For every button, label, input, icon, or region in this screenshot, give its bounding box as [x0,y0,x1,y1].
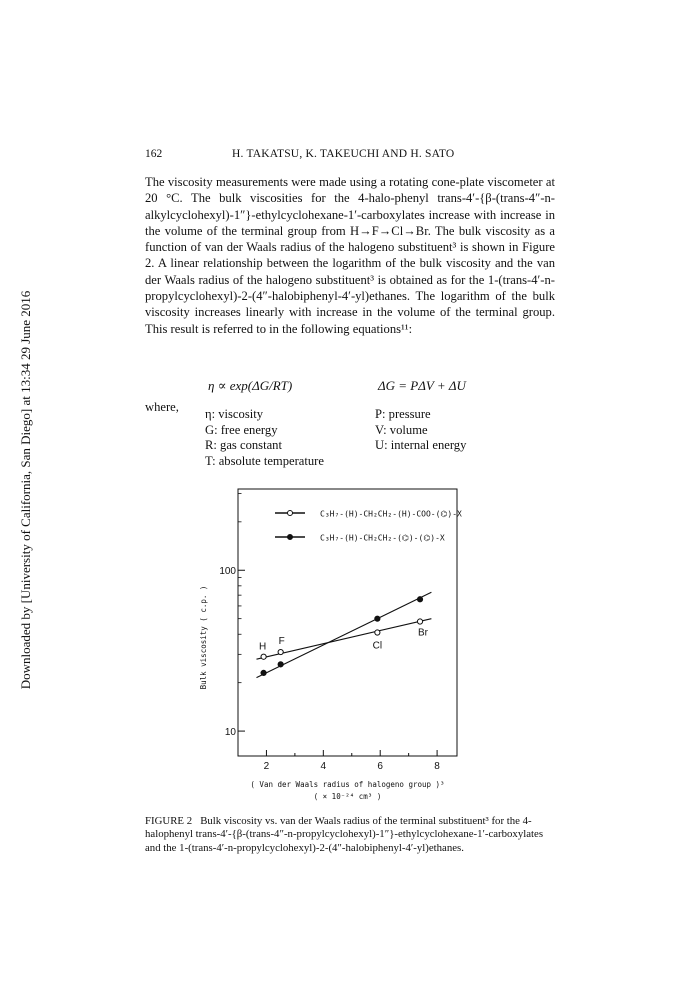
y-axis-label: Bulk viscosity ( c.p. ) [199,585,208,690]
header-authors: H. TAKATSU, K. TAKEUCHI AND H. SATO [232,148,455,160]
data-point [417,597,422,602]
legend-label: C₃H₇-(H)-CH₂CH₂-(H)-COO-(⌬)-X [320,509,462,519]
caption-label: FIGURE 2 [145,815,193,827]
data-point [261,670,266,675]
y-tick-label: 100 [219,566,236,578]
viscosity-equation: η ∝ exp(ΔG/RT) [208,378,293,393]
def-g: G: free energy [205,422,278,437]
x-tick-label: 8 [434,761,440,772]
download-watermark [14,140,38,840]
data-point [278,649,283,654]
legend-label: C₃H₇-(H)-CH₂CH₂-(⌬)-(⌬)-X [320,533,445,543]
x-tick-label: 2 [263,761,270,772]
figure-2 [155,485,545,810]
equation-row [145,378,555,396]
y-tick-label: 10 [224,727,236,739]
definitions-right [375,407,466,454]
def-t: T: absolute temperature [205,453,324,468]
def-v: V: volume [375,422,428,437]
point-label: F [278,636,285,648]
data-point [375,630,380,635]
legend-marker [288,511,293,516]
data-point [261,654,266,659]
plot-frame [238,489,457,756]
def-eta: η: viscosity [205,407,264,421]
x-axis-label: ( Van der Waals radius of halogeno group )³ [250,780,445,789]
def-p: P: pressure [375,407,431,421]
point-label: Br [418,627,429,639]
def-r: R: gas constant [205,438,282,452]
page-number: 162 [145,148,163,160]
figure-caption [145,815,555,855]
watermark-text: Downloaded by [University of California, San Diego] at 13:34 29 June 2016 [18,290,33,690]
x-tick-label: 6 [377,761,383,772]
def-u: U: internal energy [375,438,467,452]
where-label: where, [145,400,179,414]
x-axis-unit: ( × 10⁻²⁴ cm³ ) [313,792,382,801]
free-energy-equation: ΔG = PΔV + ΔU [378,378,466,393]
data-point [417,619,422,624]
x-tick-label: 4 [320,761,327,772]
body-paragraph: The viscosity measurements were made using a rotating cone-plate viscometer at 20 °C. The bulk viscosities for the 4-halo-phenyl trans-4′-{β-(trans-4″-n-alkylcyclohexyl)-1″}-ethylcyclohexane-1′-carboxylates increase with increase in the volume of the terminal group from H→F→Cl→Br. The bulk viscosity as a function of van der Waals radius of the halogeno substituent³ is shown in Figure 2. A linear relationship between the logarithm of the bulk viscosity and the van der Waals radius of the halogeno substituent³ is obtained as for the 1-(trans-4′-n-propylcyclohexyl)-2-(4″-halobiphenyl-4′-yl)ethanes. The logarithm of the bulk viscosity increases linearly with increase in the volume of the terminal group. This result is referred to in the following equations¹¹: [145,175,555,336]
definitions-left [205,407,324,469]
data-point [375,616,380,621]
caption-text: Bulk viscosity vs. van der Waals radius of the terminal substituent³ for the 4-halophenyl trans-4′-{β-(trans-4″-n-propylcyclohexyl)-1″}-ethylcyclohexane-1′-carboxylates and the 1-(trans-4′-n-propylcyclohexyl)-2-(4″-halobiphenyl-4′-yl)ethanes. [145,815,544,854]
point-label: H [258,641,267,653]
running-header [145,148,553,164]
data-point [278,662,283,667]
point-label: Cl [372,640,383,652]
viscosity-chart [155,485,545,810]
legend-marker [288,535,293,540]
